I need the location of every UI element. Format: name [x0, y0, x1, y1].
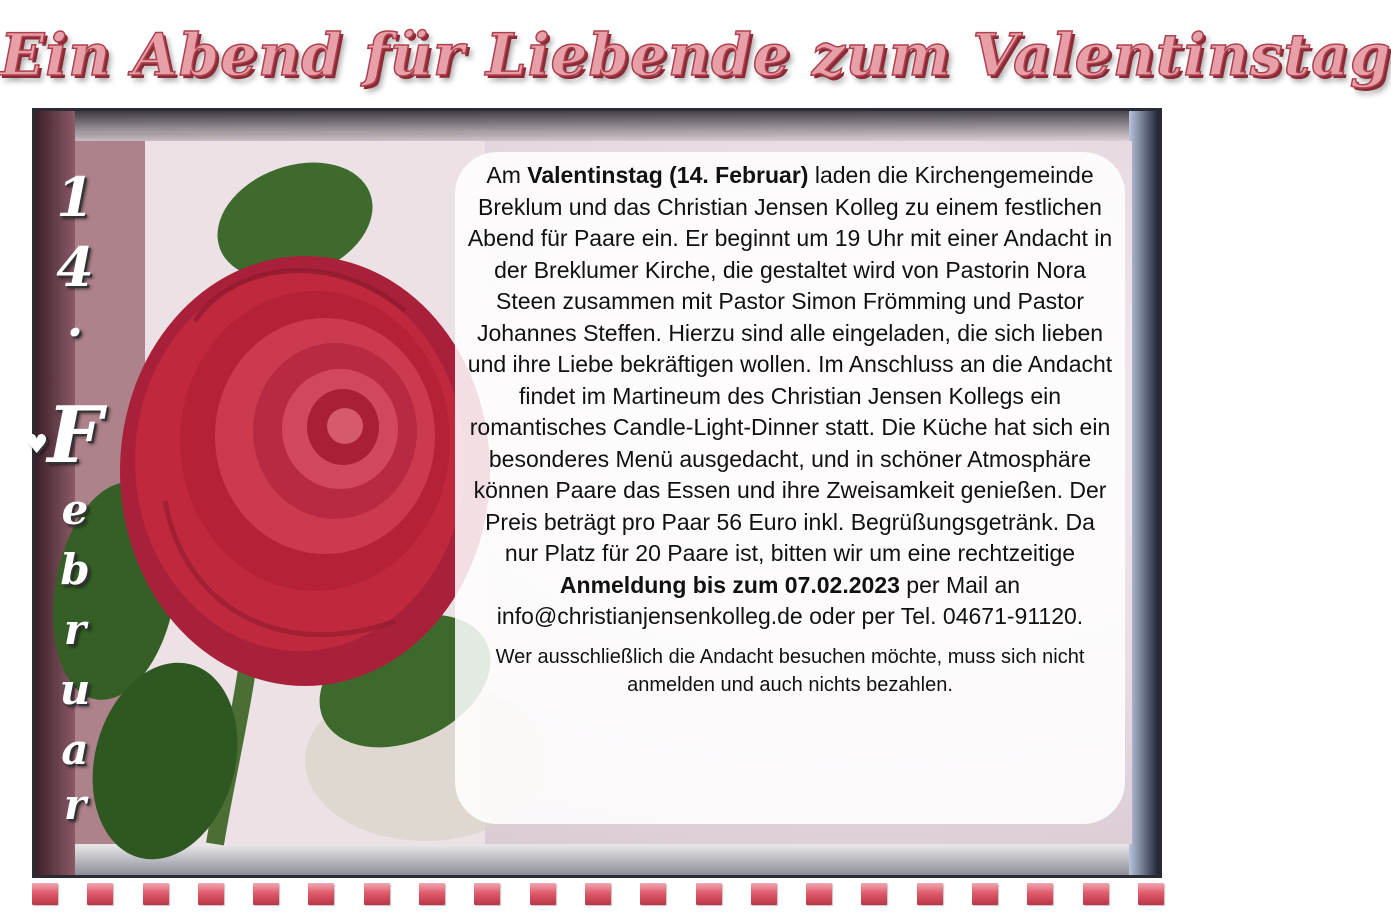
paragraph-text: laden die Kirchengemeinde Breklum und das Christian Jensen Kolleg zu einem festlichen Abend für Paare ein. Er beginnt um 19 Uhr mit einer Andacht in der Breklumer Kirche, die gestaltet wird von Pastorin Nora Steen zusammen mit Pastor Simon Frömming und Pastor Johannes Steffen. Hierzu sind alle eingeladen, die sich lieben und ihre Liebe bekräftigen wollen. Im Anschluss an die Andacht findet im Martineum des Christian Jensen Kollegs ein romantisches Candle-Light-Dinner statt. Die Küche hat sich ein besonderes Menü ausgedacht, und in schöner Atmosphäre können Paare das Essen und ihre Zweisamkeit genießen. Der Preis beträgt pro Paar 56 Euro inkl. Begrüßungsgetränk. Da nur Platz für 20 Paare ist, bitten wir um eine rechtzeitige: [467, 162, 1113, 566]
contact-text: per Mail an info@christianjensenkolleg.de oder per Tel. 04671-91120.: [496, 571, 1084, 629]
stripe-block: [198, 883, 224, 905]
registration-deadline-bold: Anmeldung bis zum 07.02.2023: [559, 571, 900, 598]
vertical-date-banner: [25, 30, 110, 829]
rose-photo: [75, 141, 485, 844]
date-char: r: [63, 780, 87, 829]
date-char: 1: [56, 165, 94, 229]
stripe-block: [1027, 883, 1053, 905]
stripe-block: [32, 883, 58, 905]
note-paragraph: Wer ausschließlich die Andacht besuchen möchte, muss sich nicht anmelden und auch nichts bezahlen.: [495, 645, 1085, 696]
stripe-block: [585, 883, 611, 905]
stripe-block: [530, 883, 556, 905]
date-char: b: [60, 545, 90, 594]
heart-icon: ♥: [25, 430, 49, 460]
stripe-block: [308, 883, 334, 905]
rose-image: [75, 141, 485, 844]
stripe-block: [806, 883, 832, 905]
stripe-block: [751, 883, 777, 905]
stripe-block: [917, 883, 943, 905]
invitation-text-panel: [455, 152, 1125, 824]
frame-bottom-edge: [35, 841, 1159, 875]
date-char: a: [61, 725, 89, 774]
stripe-block: [419, 883, 445, 905]
stripe-block: [1138, 883, 1164, 905]
stripe-block: [87, 883, 113, 905]
frame-right-edge: [1129, 111, 1159, 875]
stripe-block: [861, 883, 887, 905]
date-char: r: [63, 605, 87, 654]
stripe-block: [143, 883, 169, 905]
event-date-bold: Valentinstag (14. Februar): [527, 162, 809, 188]
stripe-block: [1083, 883, 1109, 905]
stripe-block: [972, 883, 998, 905]
date-char: e: [61, 485, 89, 534]
stripe-block: [253, 883, 279, 905]
invitation-paragraph: [467, 160, 1113, 633]
title-text: Ein Abend für Liebende zum Valentinstag: [0, 21, 1391, 89]
page-title: [0, 0, 1391, 110]
frame-top-edge: [35, 111, 1159, 141]
date-char: u: [59, 665, 91, 714]
date-char: 4: [56, 235, 94, 299]
date-char: .: [66, 292, 84, 348]
decorative-stripe: [32, 883, 1164, 905]
paragraph-text: Am: [486, 162, 528, 188]
stripe-block: [364, 883, 390, 905]
stripe-block: [640, 883, 666, 905]
date-char: F: [47, 390, 103, 481]
stripe-block: [474, 883, 500, 905]
stripe-block: [696, 883, 722, 905]
